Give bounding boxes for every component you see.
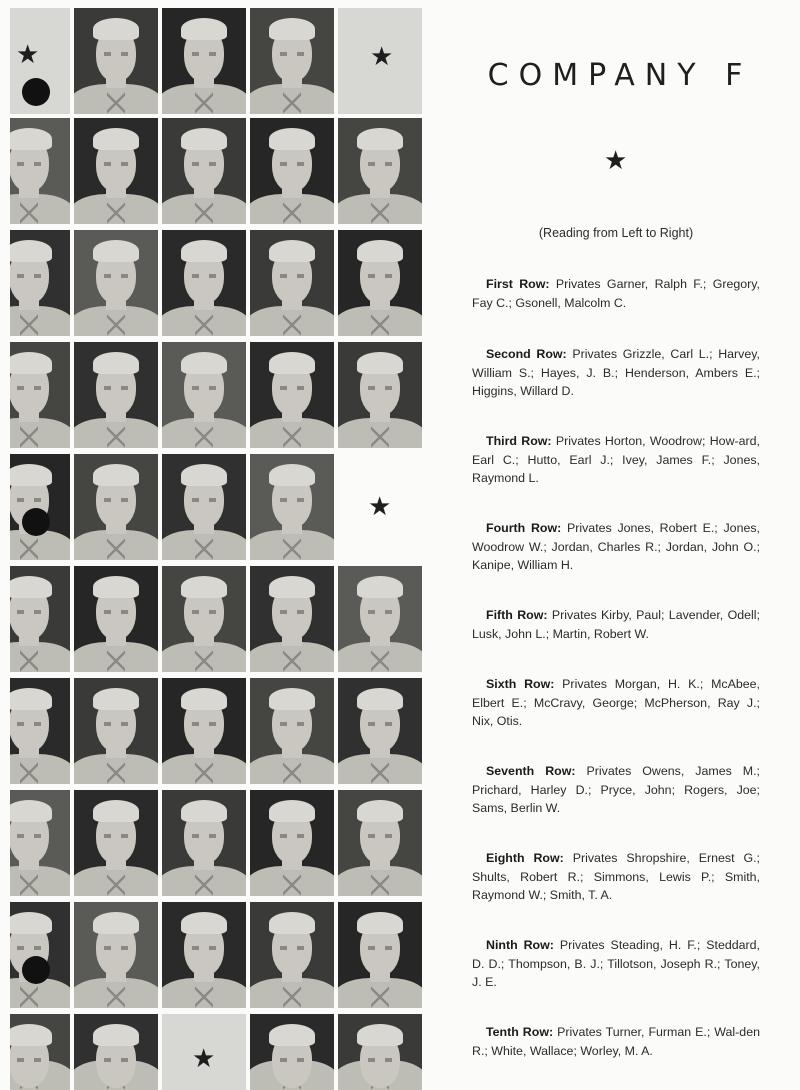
portrait-figure — [74, 790, 158, 896]
soldier-portrait — [162, 678, 246, 784]
portrait-figure — [74, 342, 158, 448]
soldier-portrait — [74, 566, 158, 672]
portrait-figure — [10, 1014, 70, 1090]
soldier-portrait — [10, 1014, 70, 1090]
soldier-portrait — [10, 790, 70, 896]
soldier-portrait — [338, 902, 422, 1008]
row-names: Privates Steading, H. F.; Steddard, D. D.; Thompson, B. J.; Tillotson, Joseph R.; Toney, J. E. — [472, 938, 760, 990]
portrait-figure — [162, 8, 246, 114]
soldier-portrait — [250, 902, 334, 1008]
blank-star-tile — [338, 8, 422, 114]
portrait-figure — [10, 566, 70, 672]
star-icon: ★ — [16, 40, 40, 70]
soldier-portrait — [10, 566, 70, 672]
soldier-portrait — [10, 342, 70, 448]
soldier-portrait — [338, 118, 422, 224]
soldier-portrait — [74, 342, 158, 448]
portrait-figure — [250, 678, 334, 784]
soldier-portrait — [162, 790, 246, 896]
portrait-figure — [74, 566, 158, 672]
binder-hole-icon — [22, 956, 50, 984]
star-icon: ★ — [368, 492, 392, 522]
binder-hole-icon — [22, 508, 50, 536]
roster-row-entry — [472, 849, 760, 905]
row-label: Third Row: — [486, 434, 552, 448]
star-icon: ★ — [192, 1044, 216, 1074]
portrait-figure — [162, 118, 246, 224]
portrait-figure — [74, 8, 158, 114]
soldier-portrait — [162, 902, 246, 1008]
soldier-portrait — [250, 1014, 334, 1090]
portrait-figure — [250, 790, 334, 896]
row-label: Ninth Row: — [486, 938, 554, 952]
soldier-portrait — [10, 230, 70, 336]
portrait-figure — [74, 1014, 158, 1090]
portrait-figure — [338, 678, 422, 784]
soldier-portrait — [162, 342, 246, 448]
roster-row-entry — [472, 432, 760, 488]
soldier-portrait — [74, 230, 158, 336]
portrait-figure — [250, 230, 334, 336]
roster-row-entry — [472, 345, 760, 401]
row-names: Privates Morgan, H. K.; McAbee, Elbert E.; McCravy, George; McPherson, Ray J.; Nix, Otis. — [472, 677, 760, 729]
portrait-figure — [74, 230, 158, 336]
soldier-portrait — [74, 902, 158, 1008]
soldier-portrait — [162, 8, 246, 114]
portrait-figure — [338, 902, 422, 1008]
soldier-portrait — [10, 678, 70, 784]
roster-row-entry — [472, 762, 760, 818]
row-label: Sixth Row: — [486, 677, 555, 691]
row-names: Privates Kirby, Paul; Lavender, Odell; Lusk, John L.; Martin, Robert W. — [472, 608, 760, 641]
row-names: Privates Horton, Woodrow; How-ard, Earl C.; Hutto, Earl J.; Ivey, James F.; Jones, Raymond L. — [472, 434, 760, 486]
row-label: First Row: — [486, 277, 550, 291]
portrait-figure — [74, 902, 158, 1008]
portrait-figure — [10, 230, 70, 336]
blank-star-tile — [338, 454, 422, 560]
portrait-figure — [162, 230, 246, 336]
row-names: Privates Jones, Robert E.; Jones, Woodrow W.; Jordan, Charles R.; Jordan, John O.; Kanipe, William H. — [472, 521, 760, 573]
portrait-figure — [250, 8, 334, 114]
row-label: Second Row: — [486, 347, 567, 361]
row-label: Tenth Row: — [486, 1025, 554, 1039]
portrait-figure — [338, 342, 422, 448]
portrait-figure — [74, 118, 158, 224]
portrait-figure — [162, 902, 246, 1008]
soldier-portrait — [74, 118, 158, 224]
portrait-figure — [74, 454, 158, 560]
portrait-figure — [250, 566, 334, 672]
roster-row-entry — [472, 936, 760, 992]
portrait-figure — [250, 902, 334, 1008]
soldier-portrait — [250, 566, 334, 672]
page-title: COMPANY F — [487, 58, 753, 93]
soldier-portrait — [162, 566, 246, 672]
binder-hole-icon — [22, 78, 50, 106]
soldier-portrait — [250, 8, 334, 114]
portrait-figure — [10, 342, 70, 448]
portrait-figure — [162, 678, 246, 784]
star-ornament-icon: ★ — [604, 146, 628, 176]
roster-row-entry — [472, 275, 760, 312]
soldier-portrait — [162, 118, 246, 224]
soldier-portrait — [10, 902, 70, 1008]
portrait-figure — [250, 342, 334, 448]
roster-row-entry — [472, 675, 760, 731]
roster-row-entry — [472, 519, 760, 575]
blank-star-tile — [162, 1014, 246, 1090]
soldier-portrait — [338, 230, 422, 336]
blank-star-tile — [10, 8, 70, 114]
soldier-portrait — [250, 342, 334, 448]
soldier-portrait — [250, 678, 334, 784]
roster-row-entry — [472, 1023, 760, 1060]
portrait-figure — [162, 790, 246, 896]
portrait-grid — [10, 8, 422, 1090]
soldier-portrait — [250, 230, 334, 336]
soldier-portrait — [250, 790, 334, 896]
portrait-figure — [10, 678, 70, 784]
soldier-portrait — [338, 342, 422, 448]
soldier-portrait — [74, 8, 158, 114]
soldier-portrait — [10, 118, 70, 224]
reading-note: (Reading from Left to Right) — [538, 226, 694, 240]
soldier-portrait — [74, 678, 158, 784]
soldier-portrait — [250, 454, 334, 560]
soldier-portrait — [338, 1014, 422, 1090]
portrait-figure — [74, 678, 158, 784]
soldier-portrait — [74, 454, 158, 560]
portrait-figure — [162, 566, 246, 672]
portrait-figure — [250, 118, 334, 224]
soldier-portrait — [10, 454, 70, 560]
portrait-figure — [162, 342, 246, 448]
soldier-portrait — [338, 678, 422, 784]
portrait-figure — [10, 454, 70, 560]
portrait-figure — [338, 1014, 422, 1090]
row-label: Fifth Row: — [486, 608, 548, 622]
soldier-portrait — [74, 790, 158, 896]
row-label: Seventh Row: — [486, 764, 576, 778]
soldier-portrait — [338, 566, 422, 672]
soldier-portrait — [250, 118, 334, 224]
row-names: Privates Turner, Furman E.; Wal-den R.; White, Wallace; Worley, M. A. — [472, 1025, 760, 1058]
star-icon: ★ — [370, 42, 394, 72]
portrait-figure — [250, 1014, 334, 1090]
soldier-portrait — [338, 790, 422, 896]
portrait-figure — [338, 230, 422, 336]
portrait-figure — [10, 118, 70, 224]
portrait-figure — [162, 454, 246, 560]
portrait-figure — [10, 790, 70, 896]
portrait-figure — [338, 790, 422, 896]
row-names: Privates Owens, James M.; Prichard, Harley D.; Pryce, John; Rogers, Joe; Sams, Berlin W. — [472, 764, 760, 816]
row-label: Fourth Row: — [486, 521, 562, 535]
roster-row-entry — [472, 606, 760, 643]
row-names: Privates Grizzle, Carl L.; Harvey, William S.; Hayes, J. B.; Henderson, Ambers E.; Higgins, Willard D. — [472, 347, 760, 399]
portrait-figure — [10, 902, 70, 1008]
portrait-figure — [250, 454, 334, 560]
row-names: Privates Shropshire, Ernest G.; Shults, Robert R.; Simmons, Lewis P.; Smith, Raymond W.; Smith, T. A. — [472, 851, 760, 903]
soldier-portrait — [162, 230, 246, 336]
row-names: Privates Garner, Ralph F.; Gregory, Fay C.; Gsonell, Malcolm C. — [472, 277, 760, 310]
row-label: Eighth Row: — [486, 851, 564, 865]
soldier-portrait — [74, 1014, 158, 1090]
portrait-figure — [338, 118, 422, 224]
soldier-portrait — [162, 454, 246, 560]
portrait-figure — [338, 566, 422, 672]
